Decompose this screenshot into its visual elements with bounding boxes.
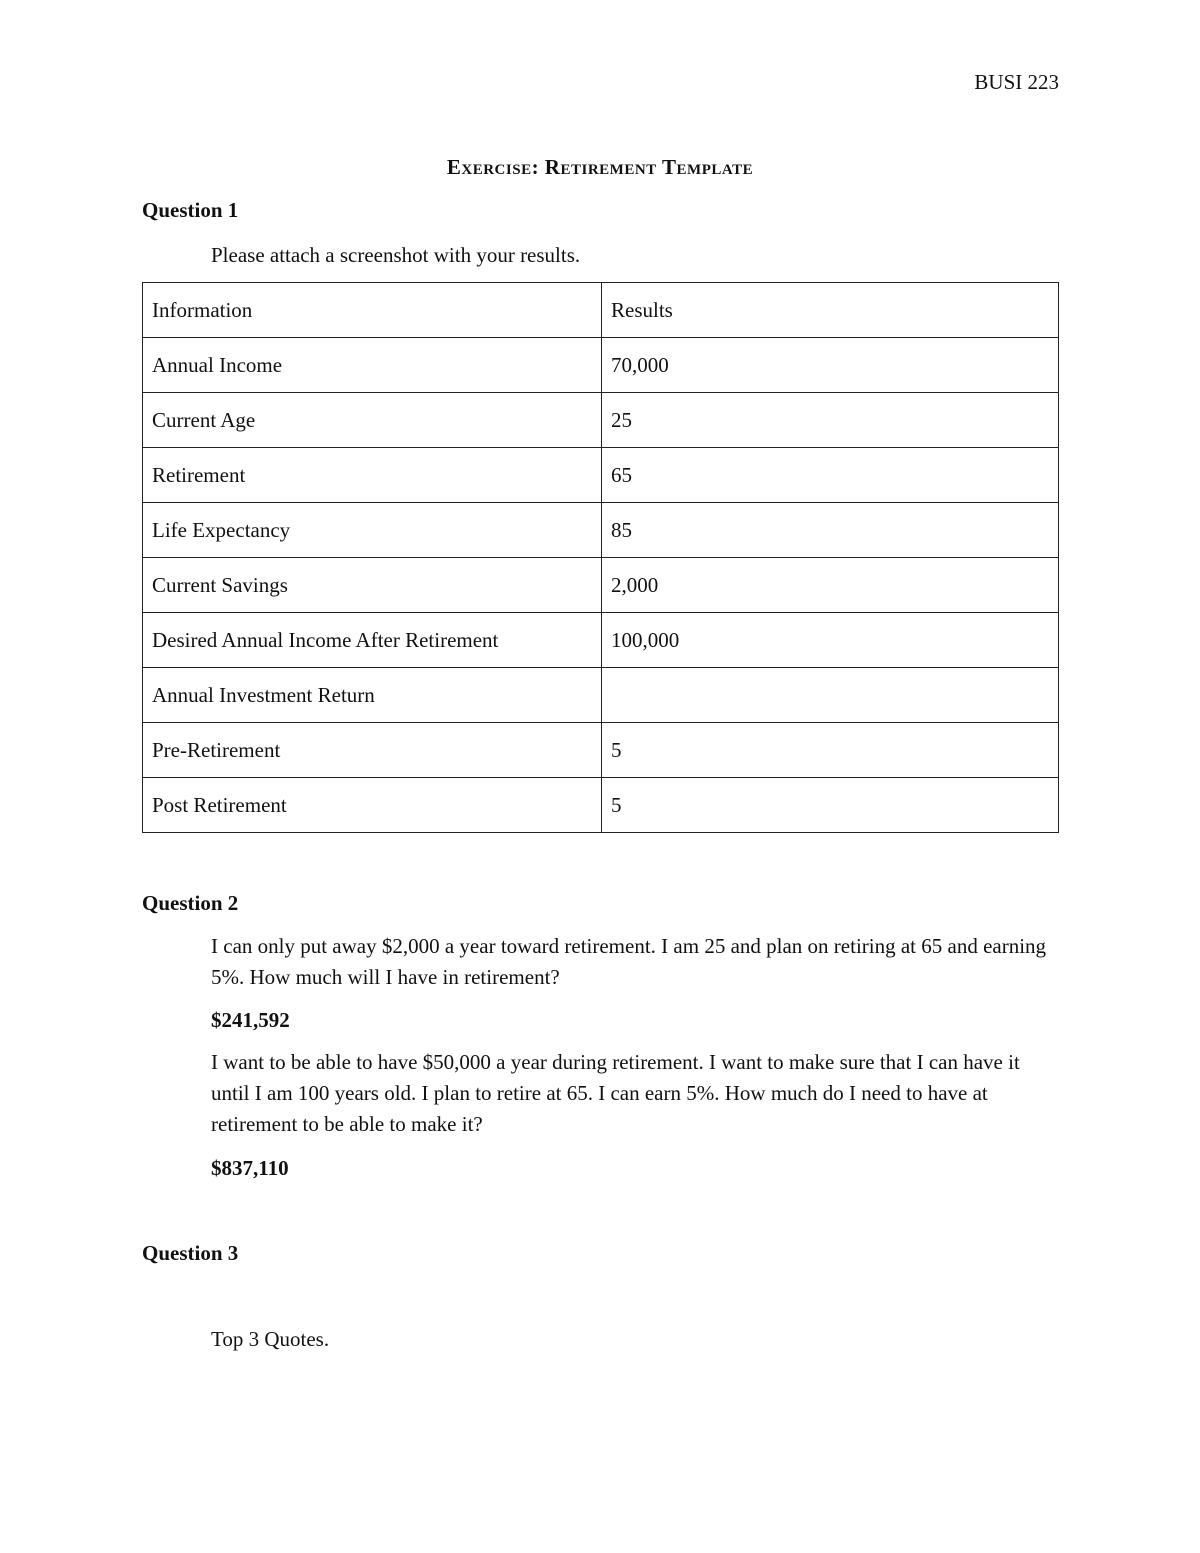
question-1-instruction: Please attach a screenshot with your results. bbox=[211, 243, 581, 267]
table-cell-value bbox=[602, 668, 1059, 723]
table-cell-value: 100,000 bbox=[602, 613, 1059, 668]
table-header-results: Results bbox=[602, 283, 1059, 338]
table-row bbox=[143, 558, 1059, 613]
table-cell-label: Annual Income bbox=[143, 338, 602, 393]
course-code-header: BUSI 223 bbox=[974, 70, 1059, 94]
table-cell-label: Pre-Retirement bbox=[143, 723, 602, 778]
table-cell-label: Post Retirement bbox=[143, 778, 602, 833]
table-cell-value: 2,000 bbox=[602, 558, 1059, 613]
table-cell-value: 25 bbox=[602, 393, 1059, 448]
table-row bbox=[143, 338, 1059, 393]
question-3-text: Top 3 Quotes. bbox=[211, 1327, 330, 1351]
table-cell-label: Current Age bbox=[143, 393, 602, 448]
table-row bbox=[143, 503, 1059, 558]
table-header-row bbox=[143, 283, 1059, 338]
question-2-part-2-answer: $837,110 bbox=[211, 1156, 289, 1180]
question-1-heading: Question 1 bbox=[142, 198, 239, 222]
document-title: Exercise: Retirement Template bbox=[446, 155, 754, 179]
question-2-part-1-answer: $241,592 bbox=[211, 1008, 290, 1032]
retirement-results-table bbox=[142, 282, 1059, 833]
table-row bbox=[143, 393, 1059, 448]
table-cell-label: Desired Annual Income After Retirement bbox=[143, 613, 602, 668]
table-row bbox=[143, 668, 1059, 723]
table-row bbox=[143, 448, 1059, 503]
table-header-information: Information bbox=[143, 283, 602, 338]
table-cell-value: 5 bbox=[602, 778, 1059, 833]
question-2-part-2-text: I want to be able to have $50,000 a year during retirement. I want to make sure that I can have it until I am 100 years old. I plan to retire at 65. I can earn 5%. How much do I need to have at retirement to be able to make it? bbox=[211, 1050, 1020, 1136]
question-2-part-1-text: I can only put away $2,000 a year toward retirement. I am 25 and plan on retiring at 65 and earning 5%. How much will I have in retirement? bbox=[211, 934, 1047, 989]
table-cell-value: 5 bbox=[602, 723, 1059, 778]
table-cell-value: 85 bbox=[602, 503, 1059, 558]
question-2-heading: Question 2 bbox=[142, 891, 239, 915]
table-cell-value: 65 bbox=[602, 448, 1059, 503]
table-cell-label: Annual Investment Return bbox=[143, 668, 602, 723]
table-row bbox=[143, 778, 1059, 833]
table-cell-value: 70,000 bbox=[602, 338, 1059, 393]
table-cell-label: Retirement bbox=[143, 448, 602, 503]
table-cell-label: Current Savings bbox=[143, 558, 602, 613]
table-cell-label: Life Expectancy bbox=[143, 503, 602, 558]
question-3-heading: Question 3 bbox=[142, 1241, 239, 1265]
table-row bbox=[143, 723, 1059, 778]
table-row bbox=[143, 613, 1059, 668]
